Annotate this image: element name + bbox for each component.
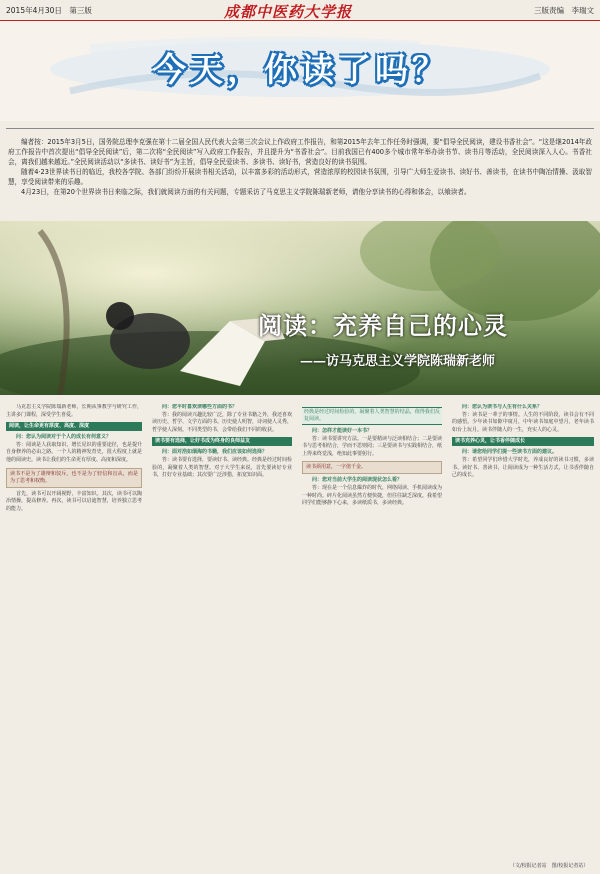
article-subheadline: ——访马克思主义学院陈瑞新老师 (300, 354, 496, 369)
page-editor: 三版责编 李瑞文 (534, 6, 594, 15)
intro-paragraph: 4月23日，在第20个世界读书日来临之际，我们就阅读方面的有关问题，专题采访了马克思主义学院陈瑞新老师，请他分享读书的心得和体会，以飨读者。 (21, 188, 471, 196)
banner-title: 今天，你读了吗？ (153, 50, 449, 89)
question: 问：您平时喜欢读哪些方面的书？ (162, 404, 238, 410)
section-heading: 阅读，让生命更有厚度、高度、深度 (6, 422, 142, 431)
section-heading: 读书要有选择，让好书成为终身的良师益友 (152, 437, 292, 446)
quote-box: 读书不是为了雄辩和驳斥，也不是为了轻信和盲从，而是为了思考和权衡。 (6, 468, 142, 488)
col-text: 马克思主义学院陈瑞新老师，长期从事教学与研究工作，主讲多门课程，深受学生喜爱。 (6, 404, 142, 418)
question: 问：怎样才能读好一本书？ (312, 428, 373, 434)
question: 问：面对浩如烟海的书籍，我们应该如何选择？ (162, 449, 268, 456)
answer: 答：读书是一辈子的事情。人生的不同阶段，读书会有不同的感悟。少年读书如隙中窥月，中年读书如庭中望月，老年读书如台上玩月。读书伴随人的一生，充实人的心灵。 (452, 411, 594, 433)
article-headline: 阅读：充养自己的心灵 (258, 311, 508, 340)
answer: 答：希望同学们珍惜大学时光，养成良好的读书习惯，多读书、读好书、善读书，让阅读成为一种生活方式，让书香伴随自己的成长。 (452, 456, 594, 479)
answer: 答：读书要讲究方法。一是要精读与泛读相结合；二是要读书与思考相结合，学而不思则罔；三是要读书与实践相结合，纸上得来终觉浅，绝知此事要躬行。 (302, 435, 442, 457)
column-2 (152, 404, 292, 859)
question: 问：您认为阅读对于个人的成长有何意义？ (16, 434, 112, 441)
intro-paragraph: 随着4·23世界读书日的临近，我校各学院、各部门纷纷开展读书相关活动，以丰富多彩的活动形式，营造浓厚的校园读书氛围，引导广大师生爱读书、读好书、善读书，在读书中陶冶情操、汲取智慧，享受阅读带来的乐趣。 (8, 168, 592, 186)
question: 问：请您给同学们提一些读书方面的建议。 (462, 449, 558, 456)
byline: （文/校报记者站 图/校报记者站） (510, 863, 589, 869)
column-4 (452, 404, 594, 859)
divider (6, 128, 594, 129)
page-header (0, 0, 600, 21)
answer: 答：现在是一个信息爆炸的时代，网络阅读、手机阅读成为一种时尚。碎片化阅读虽然方便快捷，但往往缺乏深度。我希望同学们能够静下心来，多读纸质书，多读经典。 (302, 484, 442, 507)
answer: 答：读书要有选择，要读好书、读经典。经典是经过时间检验的，凝聚着人类的智慧。对于大学生来说，首先要读好专业书，打好专业基础；其次要广泛涉猎，拓宽知识面。 (152, 456, 292, 479)
answer: 答：我的阅读兴趣比较广泛，除了专业书籍之外，我还喜欢读历史、哲学、文学方面的书。历史使人明智，诗词使人灵秀，哲学使人深刻。不同类型的书，会带给我们不同的收获。 (152, 411, 292, 433)
editor-note (8, 137, 592, 197)
column-3 (302, 404, 442, 859)
quote-box: 读书须用意，一字值千金。 (302, 461, 442, 474)
question: 问：您对当前大学生的阅读现状怎么看？ (312, 477, 403, 484)
answer: 答：阅读是人获取知识、增长见识的重要途径，也是提升自身修养的必由之路。一个人的精神发育史，很大程度上就是他的阅读史。读书让我们的生命更有厚度、高度和深度。 (6, 441, 142, 463)
newspaper-logo: 成都中医药大学报 (224, 3, 353, 21)
question: 问：您认为读书与人生有什么关系？ (462, 404, 543, 410)
highlight-quote: 经典是经过时间检验的，凝聚着人类智慧的结晶，值得我们反复阅读。 (302, 407, 442, 425)
column-1 (6, 404, 142, 859)
issue-date: 2015年4月30日 第三版 (6, 6, 92, 15)
intro-paragraph: 编者按：2015年3月5日，国务院总理李克强在第十二届全国人民代表大会第三次会议上作政府工作报告，和第2015年去年工作任务时强调，要“倡导全民阅读，建设书香社会”。“这是继2014年政府工作报告中首次提出“倡导全民阅读”后，第二次将“全民阅读”写入政府工作报告，并且提升为“书香社会”。目前我国已有400多个城市常年举办读书节、读书月等活动，全民阅读深入人心。书香社会，离我们越来越近。”全民阅读活动以“多读书、读好书”为主旨，倡导全民爱读书、多读书、读好书，营造良好的读书氛围。 (8, 138, 592, 166)
section-heading: 读书充养心灵，让书香伴随成长 (452, 437, 594, 446)
answer: 首先，读书可以开阔视野，丰富知识。其次，读书可以陶冶情操，提高修养。再次，读书可以启迪智慧，培养独立思考的能力。 (6, 490, 142, 512)
